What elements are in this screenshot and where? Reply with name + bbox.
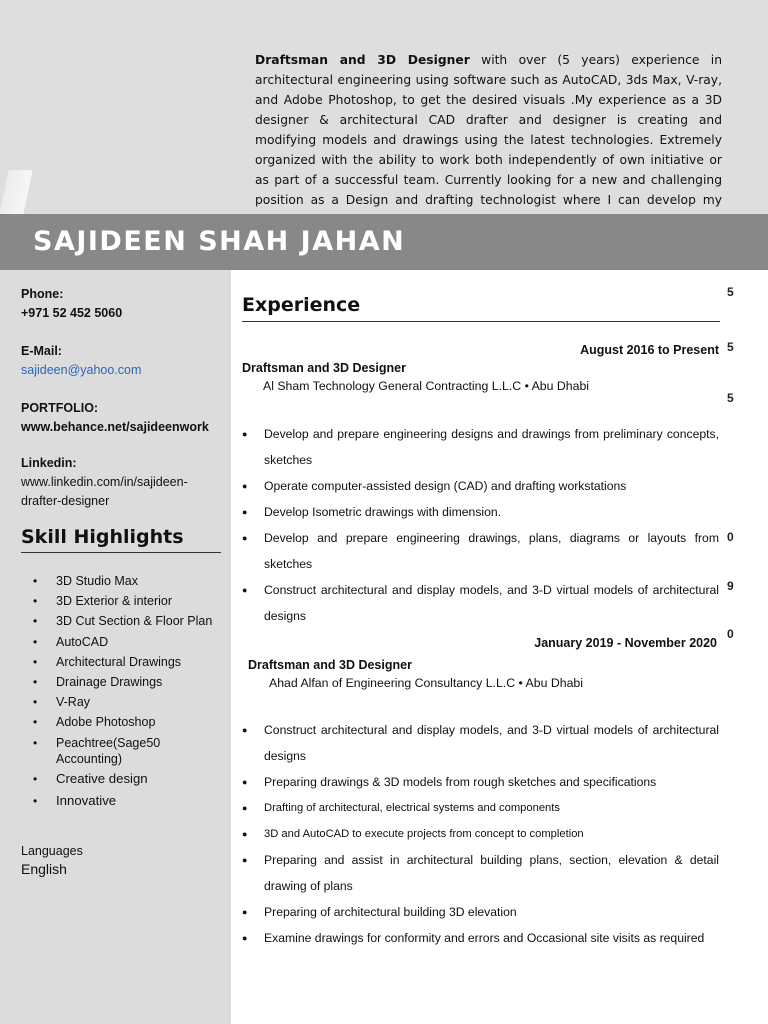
- portfolio-block: [21, 399, 209, 437]
- skill-item: • V-Ray: [56, 694, 216, 710]
- skill-item: • 3D Cut Section & Floor Plan: [56, 613, 216, 629]
- job-title: Draftsman and 3D Designer: [242, 361, 406, 375]
- summary-lead: Draftsman and 3D Designer: [255, 53, 470, 67]
- professional-summary: [255, 50, 722, 230]
- job-dates: August 2016 to Present: [580, 343, 719, 357]
- email-label: E-Mail:: [21, 344, 62, 358]
- duty-item: ● Construct architectural and display models, and 3-D virtual models of architectural designs: [264, 717, 719, 769]
- job-company: Ahad Alfan of Engineering Consultancy L.L.C • Abu Dhabi: [269, 676, 583, 690]
- portfolio-label: PORTFOLIO:: [21, 401, 99, 415]
- skill-item: • 3D Studio Max: [56, 573, 216, 589]
- email-link[interactable]: sajideen@yahoo.com: [21, 363, 142, 377]
- job-title: Draftsman and 3D Designer: [248, 658, 412, 672]
- edge-character: 0: [727, 627, 734, 641]
- job-company: Al Sham Technology General Contracting L.L.C • Abu Dhabi: [263, 379, 590, 393]
- candidate-name: SAJIDEEN SHAH JAHAN: [33, 226, 406, 257]
- skill-item: • AutoCAD: [56, 634, 216, 650]
- job-duties-list: [264, 717, 719, 951]
- edge-character: 5: [727, 391, 734, 405]
- skill-item: • 3D Exterior & interior: [56, 593, 216, 609]
- duty-item: ● Develop and prepare engineering drawings, plans, diagrams or layouts from sketches: [264, 525, 719, 577]
- edge-character: 5: [727, 340, 734, 354]
- email-block: [21, 342, 141, 380]
- decorative-mark: [0, 170, 33, 214]
- skill-item: • Architectural Drawings: [56, 654, 216, 670]
- phone-value: +971 52 452 5060: [21, 306, 123, 320]
- skill-item: • Innovative: [56, 793, 216, 809]
- phone-block: [21, 285, 122, 323]
- duty-item: ● Preparing drawings & 3D models from rough sketches and specifications: [264, 769, 719, 795]
- skill-item: • Adobe Photoshop: [56, 714, 216, 730]
- languages-label: Languages: [21, 844, 83, 858]
- skills-list: [56, 573, 216, 815]
- duty-item: ● Develop and prepare engineering designs and drawings from preliminary concepts, sketches: [264, 421, 719, 473]
- phone-label: Phone:: [21, 287, 64, 301]
- linkedin-label: Linkedin:: [21, 456, 77, 470]
- skill-item: • Creative design: [56, 771, 216, 787]
- job-duties-list: [264, 421, 719, 629]
- skill-item: • Peachtree(Sage50 Accounting): [56, 735, 216, 767]
- edge-character: 9: [727, 579, 734, 593]
- duty-item: ● Preparing and assist in architectural building plans, section, elevation & detail drawing of plans: [264, 847, 719, 899]
- duty-item: ● Operate computer-assisted design (CAD) and drafting workstations: [264, 473, 719, 499]
- linkedin-url-line1[interactable]: www.linkedin.com/in/sajideen-: [21, 475, 188, 489]
- languages-block: [21, 842, 83, 878]
- sidebar: [0, 270, 231, 1024]
- duty-item: ● Preparing of architectural building 3D elevation: [264, 899, 719, 925]
- skill-item: • Drainage Drawings: [56, 674, 216, 690]
- name-banner: [0, 214, 768, 270]
- duty-item: ● Examine drawings for conformity and errors and Occasional site visits as required: [264, 925, 719, 951]
- edge-character: 0: [727, 530, 734, 544]
- summary-band: [0, 0, 768, 214]
- languages-value: English: [21, 861, 67, 877]
- edge-character: 5: [727, 285, 734, 299]
- linkedin-url-line2[interactable]: drafter-designer: [21, 494, 110, 508]
- duty-item: ● Drafting of architectural, electrical systems and components: [264, 795, 719, 821]
- linkedin-block: [21, 454, 188, 511]
- skill-highlights-heading: Skill Highlights: [21, 526, 221, 553]
- duty-item: ● 3D and AutoCAD to execute projects from concept to completion: [264, 821, 719, 847]
- duty-item: ● Construct architectural and display models, and 3-D virtual models of architectural designs: [264, 577, 719, 629]
- main-content: [231, 270, 768, 1024]
- summary-text: with over (5 years) experience in architectural engineering using software such as AutoCAD, 3ds Max, V-ray, and Adobe Photoshop, to get the desired visuals .My experience as a 3D designer & architectural CAD drafter and designer is creating and modifying models and drawings using the latest technologies. Extremely organized with the ability to work both independently of own initiative or as part of a successful team. Currently looking for a new and challenging position as a Design and drafting technologist where I can develop my: [255, 53, 722, 207]
- job-dates: January 2019 - November 2020: [534, 636, 717, 650]
- experience-heading: Experience: [242, 294, 720, 322]
- portfolio-url[interactable]: www.behance.net/sajideenwork: [21, 420, 209, 434]
- duty-item: ● Develop Isometric drawings with dimension.: [264, 499, 719, 525]
